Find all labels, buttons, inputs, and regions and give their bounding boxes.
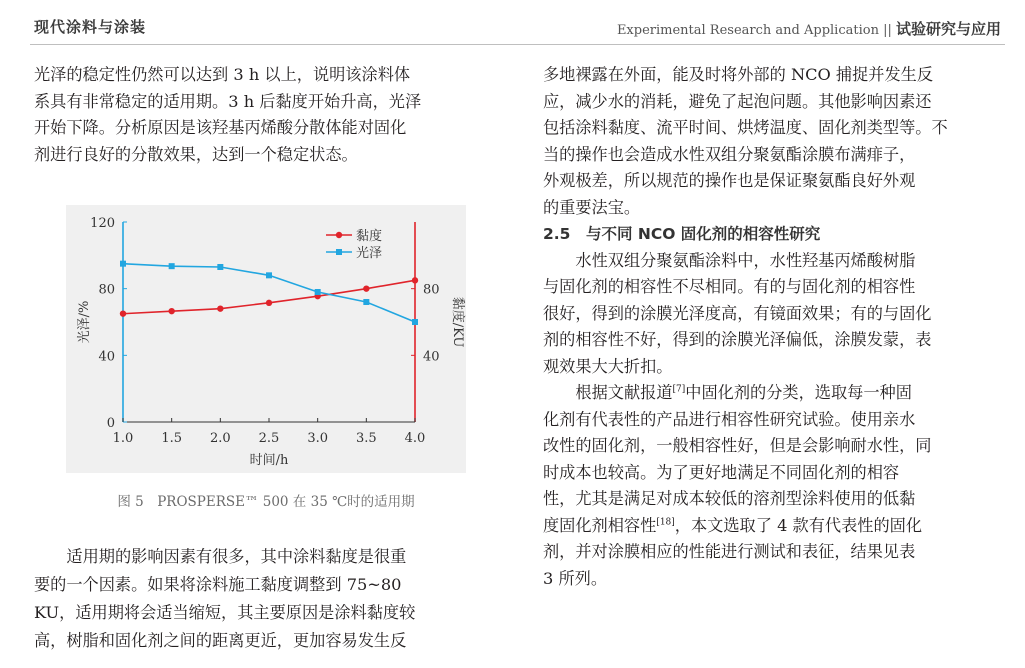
- data-point-gloss: [315, 289, 321, 295]
- data-point-gloss: [266, 272, 272, 278]
- body-line: 要的一个因素。如果将涂料施工黏度调整到 75~80: [34, 575, 402, 594]
- body-line: 很好，得到的涂膜光泽度高，有镜面效果；有的与固化: [543, 303, 932, 323]
- header-rule: [30, 44, 1005, 45]
- body-text: 中固化剂的分类，选取每一种固: [685, 383, 912, 402]
- section-header-cn: 试验研究与应用: [895, 20, 1001, 38]
- left-column-bottom: [34, 543, 498, 655]
- body-line: 光泽的稳定性仍然可以达到 3 h 以上，说明该涂料体: [34, 65, 411, 84]
- x-tick-label: 2.0: [209, 431, 231, 446]
- body-line: 化剂有代表性的产品进行相容性研究试验。使用亲水: [543, 409, 916, 429]
- journal-name: 现代涂料与涂装: [34, 18, 147, 36]
- left-tick-label: 0: [106, 416, 115, 431]
- series-line-viscosity: [123, 280, 415, 313]
- data-point-viscosity: [168, 308, 174, 314]
- citation-ref: [7]: [672, 384, 686, 395]
- body-line: 开始下降。分析原因是该羟基丙烯酸分散体能对固化: [34, 118, 407, 137]
- body-line: 当的操作也会造成水性双组分聚氨酯涂膜布满痱子，: [543, 144, 916, 164]
- body-text: 根据文献报道: [575, 383, 673, 402]
- body-line: [543, 380, 1009, 407]
- figure-caption: 图 5 PROSPERSE™ 500 在 35 ℃时的适用期: [117, 494, 415, 510]
- section-header-en: Experimental Research and Application ||: [616, 23, 892, 38]
- body-line: 观效果大大折扣。: [543, 356, 673, 376]
- citation-ref: [18]: [656, 517, 675, 528]
- body-line: 改性的固化剂，一般相容性好，但是会影响耐水性，同: [543, 436, 932, 455]
- body-line: 外观极差，所以规范的操作也是保证聚氨酯良好外观: [543, 171, 916, 190]
- left-tick-label: 120: [90, 216, 115, 231]
- data-point-viscosity: [412, 277, 418, 283]
- legend-marker: [336, 232, 342, 238]
- body-line: 应，减少水的消耗，避免了起泡问题。其他影响因素还: [543, 91, 932, 111]
- data-point-viscosity: [363, 285, 369, 291]
- figure-5: [66, 205, 466, 473]
- left-column-top: [34, 62, 498, 168]
- right-tick-label: 40: [423, 349, 440, 365]
- x-tick-label: 3.0: [307, 431, 329, 446]
- body-line: 水性双组分聚氨酯涂料中，水性羟基丙烯酸树脂: [575, 250, 916, 270]
- data-point-viscosity: [217, 305, 223, 311]
- section-header: [617, 18, 1001, 39]
- body-line: 与固化剂的相容性不尽相同。有的与固化剂的相容性: [543, 277, 916, 296]
- data-point-viscosity: [120, 310, 126, 316]
- body-line: 包括涂料黏度、流平时间、烘烤温度、固化剂类型等。不: [543, 118, 948, 137]
- body-line: 性，尤其是满足对成本较低的溶剂型涂料使用的低黏: [543, 489, 916, 508]
- data-point-gloss: [412, 319, 418, 325]
- body-line: [543, 513, 1009, 540]
- body-line: 的重要法宝。: [543, 197, 641, 217]
- right-axis-title: 黏度/KU: [450, 296, 465, 348]
- body-line: KU，适用期将会适当缩短，其主要原因是涂料黏度较: [34, 603, 416, 622]
- x-tick-label: 3.5: [355, 431, 377, 446]
- body-text: ，本文选取了 4 款有代表性的固化: [674, 515, 923, 535]
- data-point-gloss: [217, 264, 223, 270]
- pot-life-chart: [66, 205, 466, 473]
- body-line: 适用期的影响因素有很多，其中涂料黏度是很重: [66, 547, 407, 566]
- x-tick-label: 4.0: [404, 431, 426, 446]
- body-text: 度固化剂相容性: [543, 515, 657, 535]
- body-line: 剂，并对涂膜相应的性能进行测试和表征，结果见表: [543, 542, 916, 561]
- data-point-gloss: [120, 261, 126, 267]
- body-line: 多地裸露在外面，能及时将外部的 NCO 捕捉并发生反: [543, 65, 934, 84]
- section-heading: 2.5 与不同 NCO 固化剂的相容性研究: [543, 225, 821, 243]
- right-column: [543, 62, 1009, 592]
- x-tick-label: 2.5: [258, 431, 280, 446]
- x-tick-label: 1.0: [112, 431, 134, 446]
- data-point-viscosity: [266, 300, 272, 306]
- body-line: 时成本也较高。为了更好地满足不同固化剂的相容: [543, 462, 900, 482]
- legend-label: 光泽: [356, 246, 383, 261]
- legend-label: 黏度: [356, 229, 383, 244]
- data-point-gloss: [363, 299, 369, 305]
- legend-marker: [336, 249, 342, 255]
- right-tick-label: 80: [423, 282, 440, 298]
- data-point-gloss: [169, 263, 175, 269]
- x-tick-label: 1.5: [161, 431, 183, 446]
- body-line: 高，树脂和固化剂之间的距离更近，更加容易发生反: [34, 631, 407, 650]
- x-axis-title: 时间/h: [249, 453, 289, 468]
- left-tick-label: 80: [98, 282, 115, 298]
- left-tick-label: 40: [98, 349, 115, 365]
- body-line: 3 所列。: [543, 568, 608, 588]
- left-axis-title: 光泽/%: [77, 300, 92, 344]
- body-line: 剂的相容性不好，得到的涂膜光泽偏低，涂膜发蒙，表: [543, 330, 932, 349]
- body-line: 剂进行良好的分散效果，达到一个稳定状态。: [34, 144, 358, 164]
- body-line: 系具有非常稳定的适用期。3 h 后黏度开始升高，光泽: [34, 91, 422, 111]
